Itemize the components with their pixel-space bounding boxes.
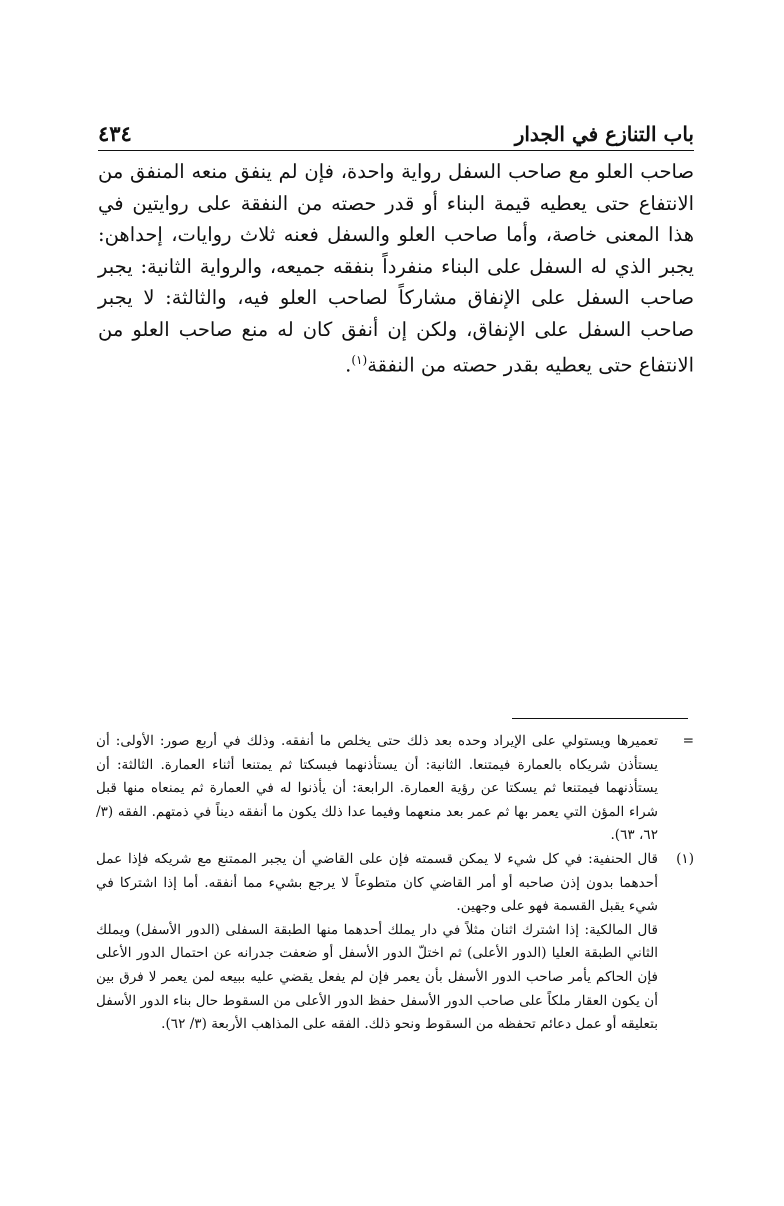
footnote-text bbox=[96, 848, 658, 1037]
footnote-continuation bbox=[96, 730, 700, 848]
main-paragraph bbox=[98, 156, 694, 381]
footnotes-section bbox=[96, 730, 700, 1037]
footnote-text bbox=[96, 730, 658, 848]
footnote-marker: = bbox=[682, 733, 694, 749]
running-header bbox=[98, 116, 694, 151]
footnote-paragraph-hanafi: قال الحنفية: في كل شيء لا يمكن قسمته فإن على القاضي أن يجبر الممتنع مع شريكه فإذا عمل أحدهما بدون إذن صاحبه أو أمر القاضي كان متطوعاً لا يرجع بشيء مما أنفقه. أما إذا اشتركا في شيء يقبل القسمة فهو على وجهين. bbox=[96, 850, 658, 915]
footnote-marker: (١) bbox=[676, 850, 694, 867]
paragraph-text: صاحب العلو مع صاحب السفل رواية واحدة، فإن لم ينفق منعه المنفق من الانتفاع حتى يعطيه قيمة البناء أو قدر حصته من النفقة على روايتين في هذا المعنى خاصة، وأما صاحب العلو والسفل فعنه ثلاث روايات، إحداهن: يجبر الذي له السفل على البناء منفرداً بنفقه جميعه، والرواية الثانية: يجبر صاحب السفل على الإنفاق مشاركاً لصاحب العلو فيه، والثالثة: لا يجبر صاحب السفل على الإنفاق، ولكن إن أنفق كان له منع صاحب العلو من الانتفاع حتى يعطيه بقدر حصته من النفقة bbox=[98, 160, 694, 377]
chapter-title: باب التنازع في الجدار bbox=[514, 122, 694, 146]
footnote-separator bbox=[512, 718, 688, 719]
footnote-paragraph: تعميرها ويستولي على الإيراد وحده بعد ذلك حتى يخلص ما أنفقه. وذلك في أربع صور: الأولى: أن يستأذن شريكاه بالعمارة فيمتنعا. الثانية: أن يستأذنهما فيسكتا ثم يمتنعا أثناء العمارة. الثالثة: أن يستأذنهما فيمتنعا ثم يسكتا عن رؤية العمارة. الرابعة: أن يأذنوا له في العمارة ثم يمنعاه منها قبل شراء المؤن التي يعمر بها ثم عمر بعد منعهما وفيما عدا ذلك يكون ما أنفقه ديناً في ذمتهم. الفقه (٣/ ٦٢، ٦٣). bbox=[96, 733, 658, 844]
page-number: ٤٣٤ bbox=[98, 121, 132, 146]
main-text bbox=[98, 156, 694, 381]
footnote-1 bbox=[96, 848, 700, 1037]
footnote-paragraph-maliki: قال المالكية: إذا اشترك اثنان مثلاً في دار يملك أحدهما منها الطبقة السفلى (الدور الأسفل) ويملك الثاني الطبقة العليا (الدور الأعلى) ثم اختلّ الدور الأسفل أو ضعفت جدرانه عن احتمال الدور الأعلى فإن الحاكم يأمر صاحب الدور الأسفل بأن يعمر فإن لم يفعل يقضي عليه ببيعه لمن يعمر لا فرق بين أن يكون العقار ملكاً على صاحب الدور الأسفل حفظ الدور الأعلى من السقوط حال بناء الدور الأسفل بتعليقه أو عمل دعائم تحفظه من السقوط ونحو ذلك. الفقه على المذاهب الأربعة (٣/ ٦٢). bbox=[96, 921, 658, 1033]
paragraph-end: . bbox=[345, 353, 352, 377]
footnote-reference[interactable]: (١) bbox=[351, 353, 368, 367]
